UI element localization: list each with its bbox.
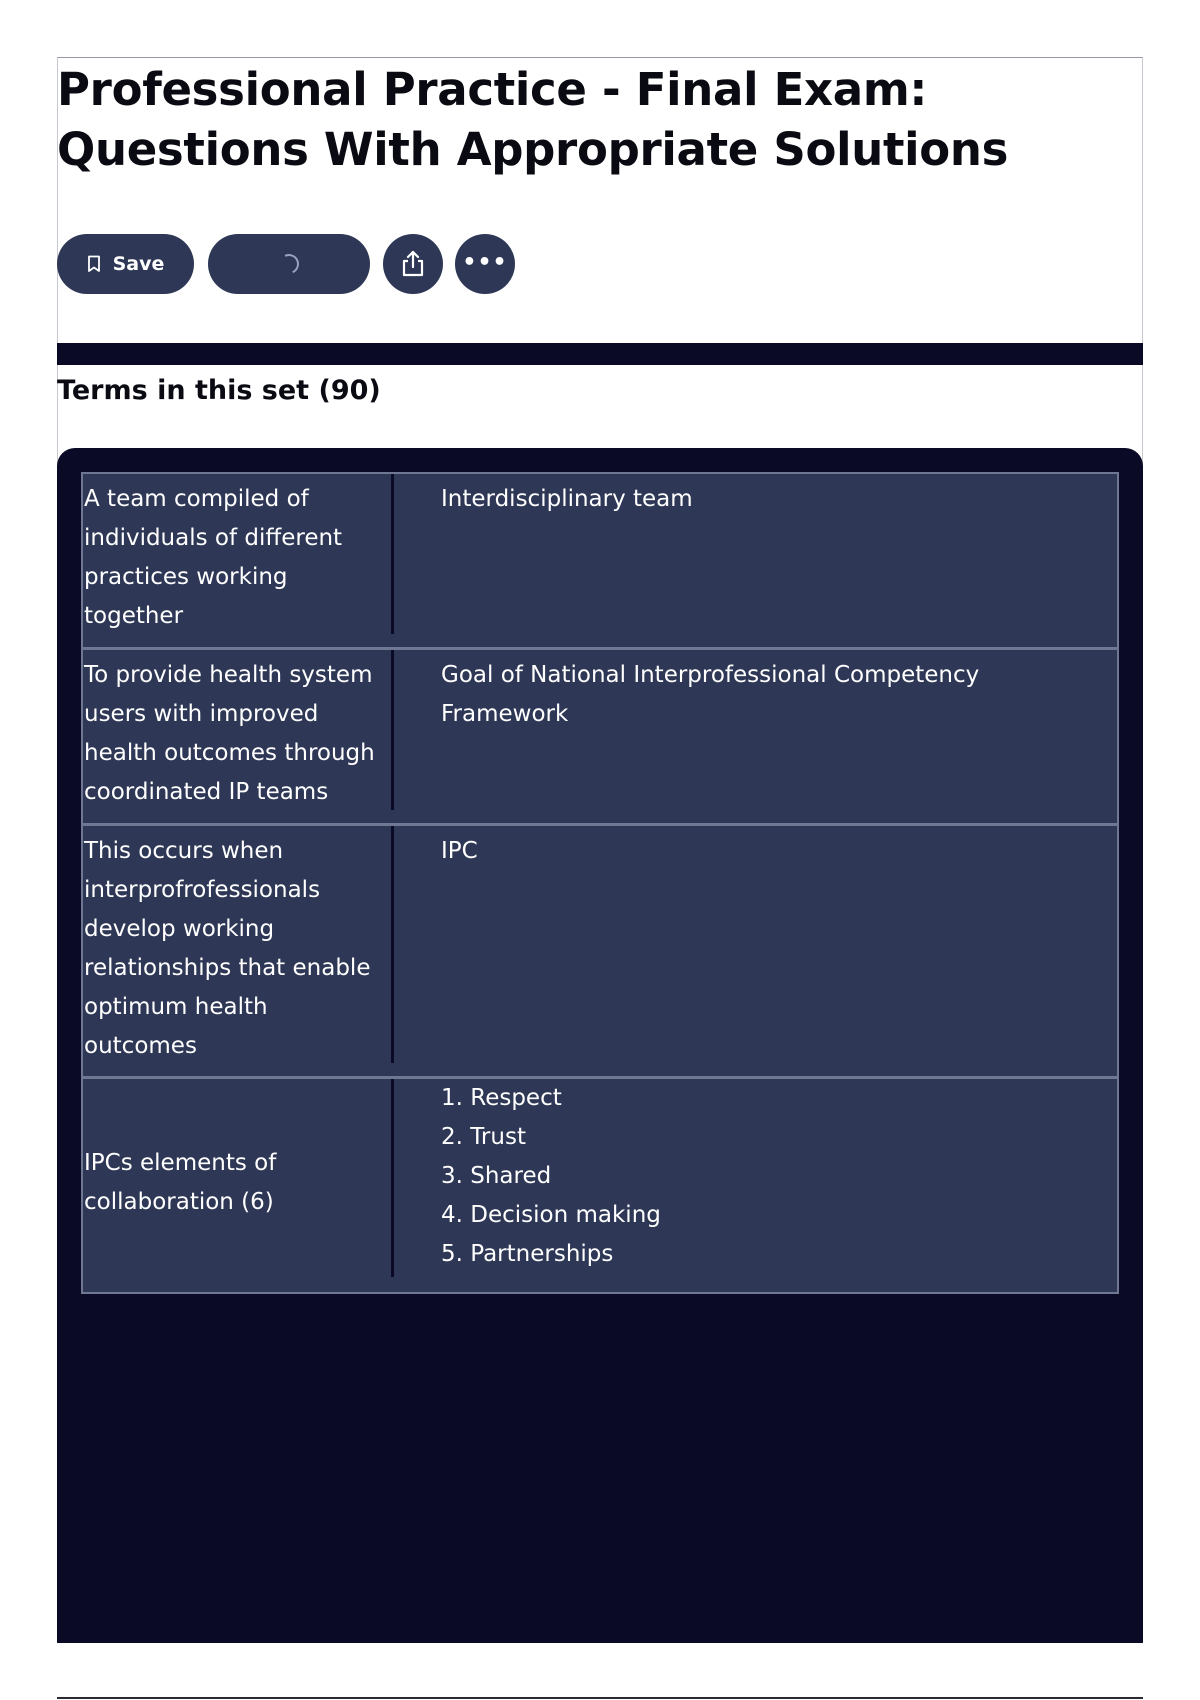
term-card[interactable] xyxy=(81,648,1119,825)
definition-line: 2. Trust xyxy=(441,1124,526,1150)
share-button[interactable] xyxy=(383,234,443,294)
term-text: IPCs elements of collaboration (6) xyxy=(84,1150,277,1215)
page-title: Professional Practice - Final Exam: Questions With Appropriate Solutions xyxy=(57,63,1009,176)
definition-line: IPC xyxy=(441,838,478,864)
definition-line: 3. Shared xyxy=(441,1163,552,1189)
more-options-button[interactable] xyxy=(455,234,515,294)
bookmark-icon xyxy=(87,255,101,273)
definition-line: Interdisciplinary team xyxy=(441,486,693,512)
card-separator xyxy=(391,650,394,810)
definition-line: 4. Decision making xyxy=(441,1202,661,1228)
save-button[interactable] xyxy=(57,234,194,294)
card-separator xyxy=(391,1079,394,1277)
term-card[interactable] xyxy=(81,472,1119,649)
term-card[interactable] xyxy=(81,824,1119,1078)
more-icon: ••• xyxy=(462,249,508,275)
definition-text xyxy=(441,832,1101,871)
term-text: To provide health system users with improved health outcomes through coordinated IP teams xyxy=(84,662,375,805)
save-button-label: Save xyxy=(112,253,165,275)
section-divider xyxy=(57,343,1143,365)
card-separator xyxy=(391,474,394,634)
definition-text xyxy=(441,1079,1101,1274)
term-text: A team compiled of individuals of different practices working together xyxy=(84,486,343,629)
definition-line: 1. Respect xyxy=(441,1085,562,1111)
spinner-icon xyxy=(276,251,302,277)
definition-text xyxy=(441,656,1101,734)
card-separator xyxy=(391,826,394,1063)
term-card[interactable] xyxy=(81,1077,1119,1294)
definition-line: 5. Partnerships xyxy=(441,1241,614,1267)
share-icon xyxy=(400,250,426,278)
terms-count-heading: Terms in this set (90) xyxy=(57,375,381,406)
footer-divider xyxy=(57,1697,1143,1699)
loading-button[interactable] xyxy=(208,234,370,294)
term-text: This occurs when interprofrofessionals develop working relationships that enable optimum health outcomes xyxy=(84,838,371,1059)
definition-text xyxy=(441,480,1101,519)
definition-line: Goal of National Interprofessional Competency Framework xyxy=(441,662,980,727)
